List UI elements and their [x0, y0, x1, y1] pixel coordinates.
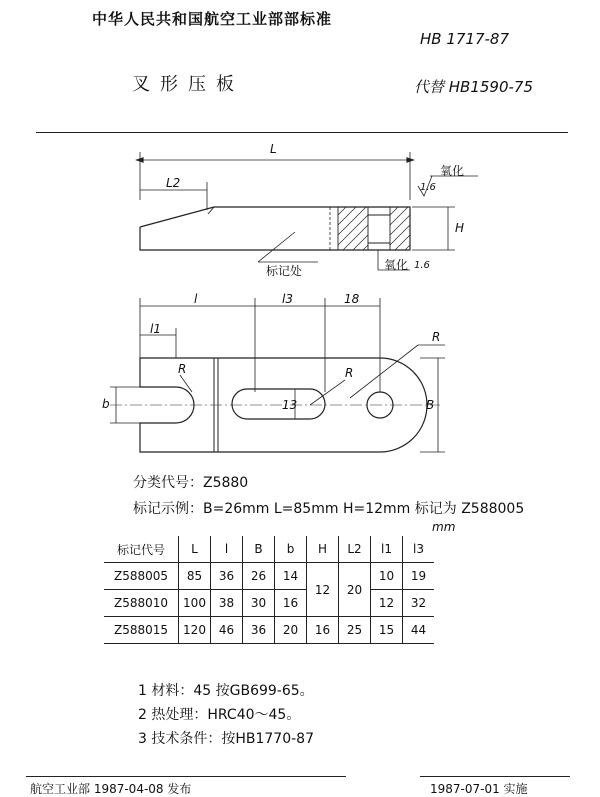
cell-L2: 25 [339, 617, 371, 644]
cell-b: 14 [275, 563, 307, 590]
col-b: b [275, 536, 307, 563]
cell-l1: 15 [371, 617, 403, 644]
dim-H-label: H [455, 221, 465, 235]
dim-b-label: b [102, 397, 110, 411]
cell-code: Z588005 [104, 563, 179, 590]
cell-b: 16 [275, 590, 307, 617]
cell-l3: 32 [403, 590, 435, 617]
table-header-row [104, 536, 434, 563]
table-row [104, 590, 434, 617]
cell-l: 36 [211, 563, 243, 590]
cell-l1: 12 [371, 590, 403, 617]
radius-slot-label: R [345, 366, 354, 380]
dim-L2-label: L2 [166, 176, 181, 190]
cell-code: Z588010 [104, 590, 179, 617]
cell-l: 38 [211, 590, 243, 617]
note-heat-treatment: 2 热处理：HRC40～45。 [138, 707, 301, 723]
cell-l3: 19 [403, 563, 435, 590]
dim-l-label: l [194, 292, 198, 306]
col-B: B [243, 536, 275, 563]
oxidize-bottom-label: 氧化 [384, 258, 409, 272]
footer-divider-left [26, 776, 346, 777]
dim-l1-label: l1 [150, 322, 161, 336]
cell-B: 26 [243, 563, 275, 590]
radius-fork-label: R [178, 362, 187, 376]
dim-18-label: 18 [344, 292, 360, 306]
unit-label: mm [432, 520, 456, 534]
dim-B-label: B [426, 398, 435, 412]
cell-H: 16 [307, 617, 339, 644]
radius-end-label: R [432, 330, 441, 344]
cell-L: 120 [179, 617, 211, 644]
dimension-table [104, 536, 434, 644]
note-technical-conditions: 3 技术条件：按HB1770-87 [138, 731, 314, 747]
standard-number: HB 1717-87 [420, 30, 510, 48]
cell-L2-merged: 20 [339, 563, 371, 617]
col-l3: l3 [403, 536, 435, 563]
dim-l3-label: l3 [282, 292, 293, 306]
cell-H-merged: 12 [307, 563, 339, 617]
col-l1: l1 [371, 536, 403, 563]
roughness-top: 1.6 [420, 182, 436, 193]
table-row [104, 563, 434, 590]
side-view [137, 152, 478, 270]
col-code: 标记代号 [104, 536, 179, 563]
col-L: L [179, 536, 211, 563]
roughness-bottom: 1.6 [414, 260, 430, 271]
col-L2: L2 [339, 536, 371, 563]
footer-divider-right [420, 776, 570, 777]
effective-date: 1987-07-01 实施 [430, 782, 528, 796]
document-title: 叉形压板 [132, 74, 244, 95]
table-row [104, 617, 434, 644]
dim-13-label: 13 [282, 398, 298, 412]
cell-l3: 44 [403, 617, 435, 644]
cell-b: 20 [275, 617, 307, 644]
cell-l: 46 [211, 617, 243, 644]
col-H: H [307, 536, 339, 563]
dim-L-label: L [270, 142, 277, 156]
issue-date: 航空工业部 1987-04-08 发布 [30, 782, 192, 796]
replaces-standard: 代替 HB1590-75 [414, 78, 534, 96]
mark-position-label: 标记处 [266, 264, 303, 278]
cell-B: 36 [243, 617, 275, 644]
marking-example: 标记示例：B=26mm L=85mm H=12mm 标记为 Z588005 [133, 501, 525, 517]
cell-l1: 10 [371, 563, 403, 590]
oxidize-top-label: 氧化 [440, 164, 465, 178]
classification-code: 分类代号：Z5880 [133, 475, 249, 491]
note-material: 1 材料：45 按GB699-65。 [138, 683, 314, 699]
cell-L: 85 [179, 563, 211, 590]
col-l: l [211, 536, 243, 563]
cell-L: 100 [179, 590, 211, 617]
cell-B: 30 [243, 590, 275, 617]
cell-code: Z588015 [104, 617, 179, 644]
issuing-organization: 中华人民共和国航空工业部部标准 [92, 10, 333, 28]
